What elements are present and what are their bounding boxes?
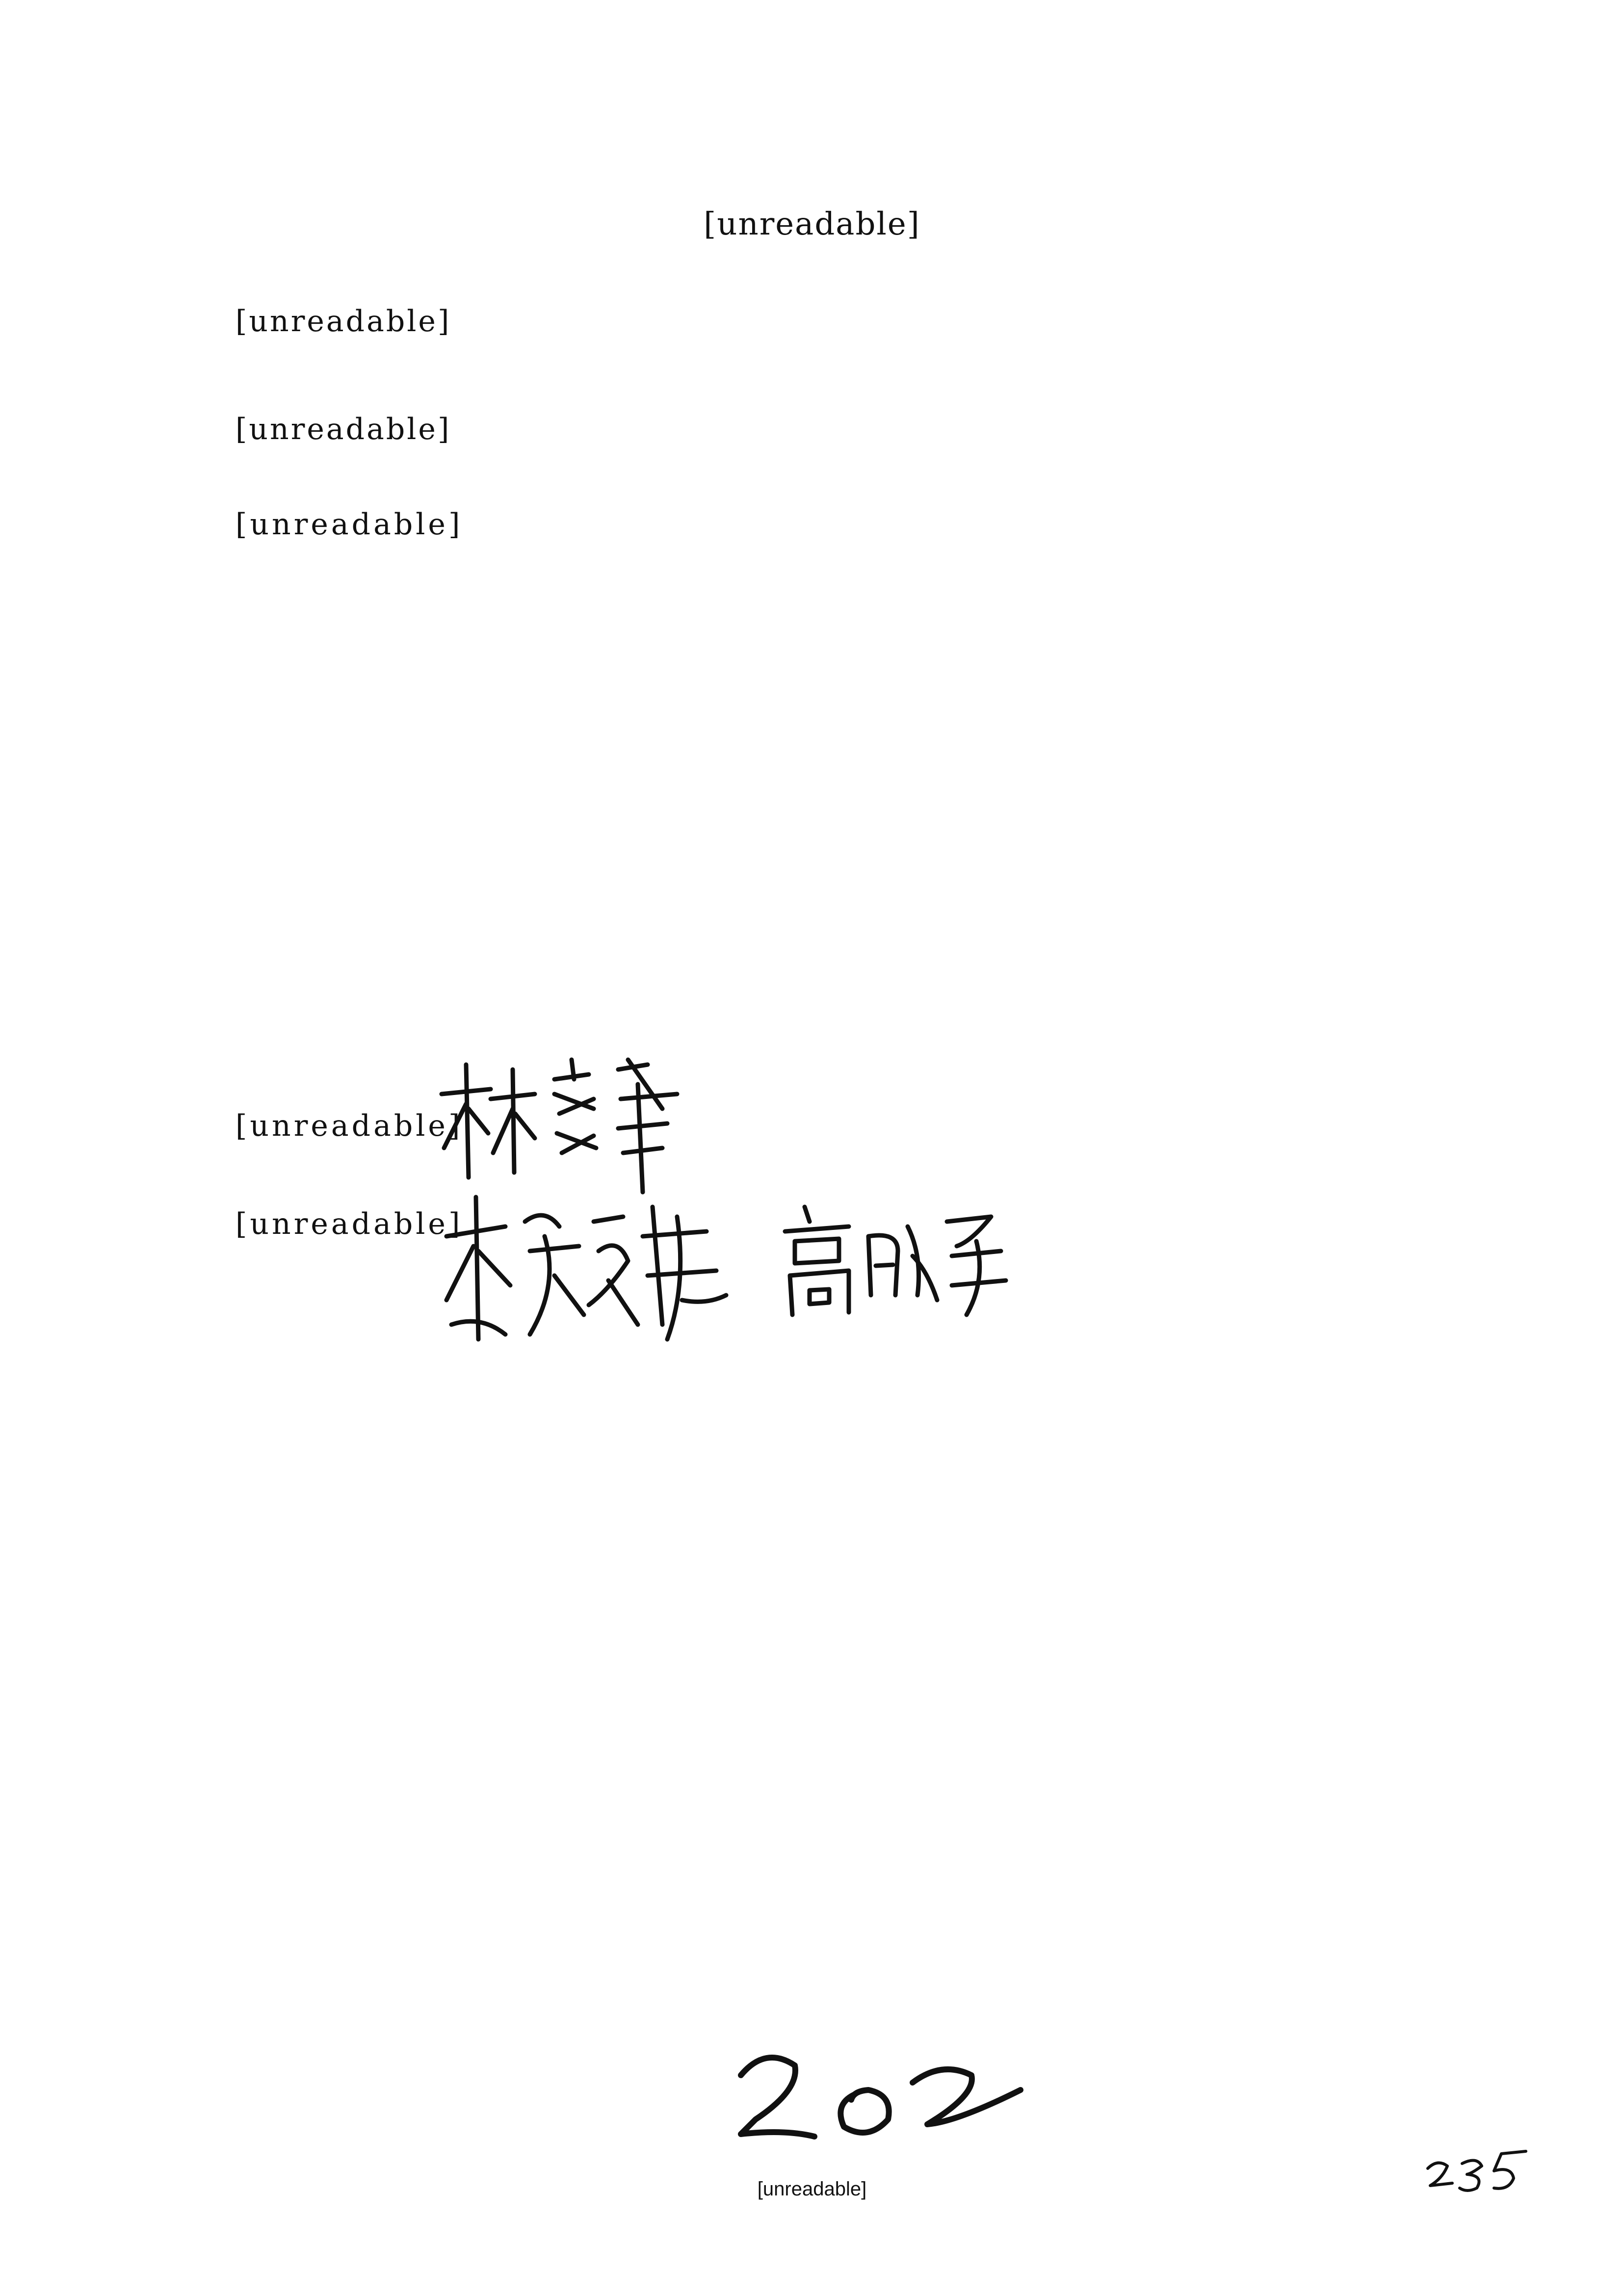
cosigner-label: [unreadable] bbox=[236, 1207, 463, 1241]
handwritten-page-number bbox=[726, 2036, 1030, 2156]
cosigner-signature-1 bbox=[432, 1177, 736, 1364]
resolution-body: [unreadable] bbox=[236, 507, 463, 542]
corner-handwritten-mark bbox=[1423, 2144, 1536, 2200]
unit-line: [unreadable] bbox=[236, 304, 451, 339]
cosigner-signature-2 bbox=[775, 1197, 1011, 1325]
page-number: [unreadable] bbox=[757, 2178, 867, 2200]
proposer-signature bbox=[432, 1050, 707, 1197]
proposer-label: [unreadable] bbox=[236, 1109, 463, 1143]
document-title: [unreadable] bbox=[704, 206, 920, 242]
resolution-heading: [unreadable] bbox=[236, 412, 451, 446]
